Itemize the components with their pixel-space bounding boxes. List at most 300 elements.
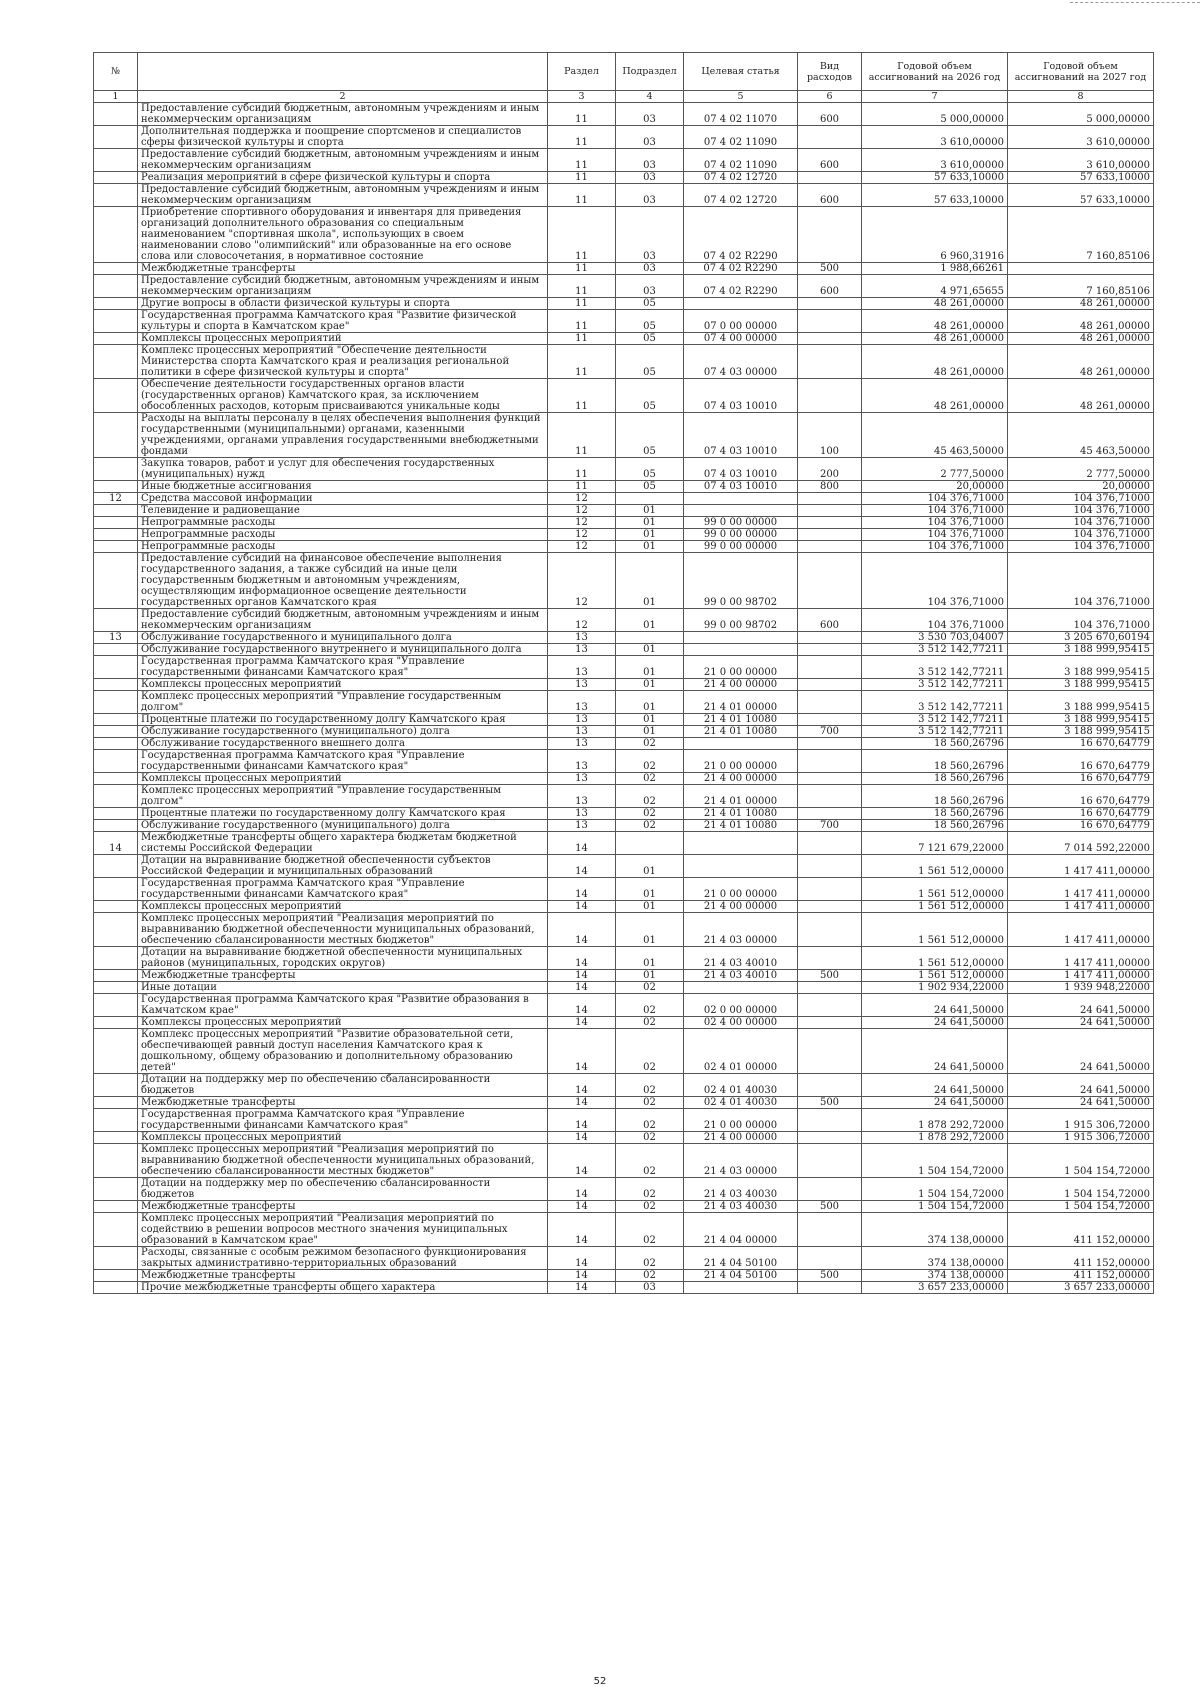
row-value-2027: 24 641,50000 [1008,994,1154,1017]
row-razdel: 11 [548,275,616,298]
row-number [94,345,138,379]
row-vid: 500 [798,1097,862,1109]
row-podrazdel: 01 [616,517,684,529]
row-value-2027: 24 641,50000 [1008,1074,1154,1097]
row-value-2026: 3 512 142,77211 [862,644,1008,656]
table-row [94,820,1154,832]
row-podrazdel: 03 [616,207,684,263]
row-tselevaya: 07 4 02 R2290 [684,275,798,298]
row-podrazdel: 02 [616,994,684,1017]
row-podrazdel: 01 [616,913,684,947]
row-value-2026: 6 960,31916 [862,207,1008,263]
table-row [94,878,1154,901]
row-podrazdel: 01 [616,656,684,679]
row-value-2027: 45 463,50000 [1008,413,1154,458]
row-value-2026: 104 376,71000 [862,505,1008,517]
row-value-2027: 20,00000 [1008,481,1154,493]
row-razdel: 13 [548,714,616,726]
row-razdel: 14 [548,832,616,855]
row-name: Реализация мероприятий в сфере физической культуры и спорта [138,172,548,184]
row-razdel: 14 [548,1132,616,1144]
row-number [94,103,138,126]
row-value-2026: 374 138,00000 [862,1270,1008,1282]
row-name: Процентные платежи по государственному долгу Камчатского края [138,714,548,726]
row-vid [798,310,862,333]
row-number [94,994,138,1017]
table-row [94,632,1154,644]
row-number [94,310,138,333]
row-value-2027: 3 188 999,95415 [1008,691,1154,714]
row-razdel: 13 [548,656,616,679]
row-vid: 600 [798,149,862,172]
row-value-2027: 1 417 411,00000 [1008,970,1154,982]
row-value-2026: 5 000,00000 [862,103,1008,126]
table-row [94,1213,1154,1247]
row-value-2026: 18 560,26796 [862,808,1008,820]
row-number [94,738,138,750]
table-row [94,970,1154,982]
row-podrazdel: 02 [616,1074,684,1097]
row-value-2027: 104 376,71000 [1008,493,1154,505]
row-tselevaya: 99 0 00 00000 [684,529,798,541]
row-value-2026: 3 512 142,77211 [862,714,1008,726]
row-tselevaya: 21 0 00 00000 [684,656,798,679]
row-vid [798,832,862,855]
row-value-2027: 24 641,50000 [1008,1029,1154,1074]
row-razdel: 12 [548,609,616,632]
row-value-2026: 1 504 154,72000 [862,1144,1008,1178]
row-podrazdel: 01 [616,644,684,656]
row-tselevaya: 21 4 01 10080 [684,726,798,738]
row-podrazdel: 03 [616,149,684,172]
row-vid [798,947,862,970]
row-value-2026: 1 504 154,72000 [862,1178,1008,1201]
row-value-2026: 4 971,65655 [862,275,1008,298]
row-razdel: 13 [548,773,616,785]
row-tselevaya: 21 4 01 00000 [684,785,798,808]
row-name: Закупка товаров, работ и услуг для обеспечения государственных (муниципальных) нужд [138,458,548,481]
row-vid [798,738,862,750]
table-row [94,785,1154,808]
row-tselevaya [684,1282,798,1294]
row-podrazdel: 01 [616,679,684,691]
row-vid [798,529,862,541]
header-index: 8 [1008,91,1154,103]
row-tselevaya: 21 4 01 00000 [684,691,798,714]
row-vid: 500 [798,263,862,275]
row-razdel: 13 [548,691,616,714]
row-podrazdel: 01 [616,505,684,517]
row-vid: 700 [798,820,862,832]
row-tselevaya: 07 4 03 10010 [684,458,798,481]
row-podrazdel: 01 [616,855,684,878]
row-value-2026: 2 777,50000 [862,458,1008,481]
table-row [94,1144,1154,1178]
row-razdel: 14 [548,970,616,982]
row-number [94,785,138,808]
header-index: 1 [94,91,138,103]
row-podrazdel: 01 [616,714,684,726]
row-tselevaya: 02 4 01 40030 [684,1097,798,1109]
row-name: Предоставление субсидий на финансовое обеспечение выполнения государственного задания, а также субсидий на иные цели государственным бюджетным и автономным учреждениям, осуществляющим информационное освещение деятельности государственных органов Камчатского края [138,553,548,609]
row-podrazdel: 03 [616,275,684,298]
row-podrazdel: 01 [616,970,684,982]
row-value-2026: 48 261,00000 [862,298,1008,310]
table-row [94,379,1154,413]
row-number [94,1201,138,1213]
row-value-2027: 7 160,85106 [1008,275,1154,298]
row-podrazdel: 01 [616,901,684,913]
row-razdel: 14 [548,1178,616,1201]
row-tselevaya: 21 4 04 00000 [684,1213,798,1247]
row-podrazdel: 02 [616,1201,684,1213]
header-razdel: Раздел [548,53,616,91]
row-razdel: 14 [548,1213,616,1247]
row-vid [798,1247,862,1270]
row-name: Государственная программа Камчатского края "Управление государственными финансами Камчатского края" [138,656,548,679]
row-value-2027: 1 915 306,72000 [1008,1132,1154,1144]
row-name: Телевидение и радиовещание [138,505,548,517]
row-razdel: 14 [548,1270,616,1282]
row-tselevaya: 99 0 00 00000 [684,541,798,553]
row-name: Комплексы процессных мероприятий [138,901,548,913]
row-podrazdel [616,632,684,644]
row-value-2026: 18 560,26796 [862,785,1008,808]
row-razdel: 11 [548,413,616,458]
row-number [94,149,138,172]
row-name: Предоставление субсидий бюджетным, автономным учреждениям и иным некоммерческим организациям [138,184,548,207]
row-value-2027: 1 417 411,00000 [1008,855,1154,878]
row-name: Средства массовой информации [138,493,548,505]
row-podrazdel: 02 [616,1029,684,1074]
row-vid [798,913,862,947]
row-razdel: 11 [548,263,616,275]
row-vid [798,493,862,505]
row-value-2027: 1 504 154,72000 [1008,1144,1154,1178]
row-number [94,172,138,184]
row-podrazdel: 05 [616,413,684,458]
row-value-2026: 3 512 142,77211 [862,679,1008,691]
row-razdel: 14 [548,982,616,994]
row-tselevaya [684,644,798,656]
row-value-2026: 48 261,00000 [862,379,1008,413]
row-name: Комплекс процессных мероприятий "Реализация мероприятий по выравниванию бюджетной обеспеченности муниципальных образований, обеспечению сбалансированности местных бюджетов" [138,1144,548,1178]
row-value-2026: 24 641,50000 [862,1029,1008,1074]
row-value-2026: 24 641,50000 [862,1017,1008,1029]
row-name: Комплексы процессных мероприятий [138,679,548,691]
row-name: Предоставление субсидий бюджетным, автономным учреждениям и иным некоммерческим организациям [138,149,548,172]
row-value-2027 [1008,263,1154,275]
row-razdel: 13 [548,750,616,773]
row-vid [798,1029,862,1074]
row-value-2027: 3 188 999,95415 [1008,679,1154,691]
row-tselevaya [684,505,798,517]
row-vid: 500 [798,970,862,982]
row-razdel: 14 [548,855,616,878]
row-razdel: 14 [548,947,616,970]
header-2026: Годовой объем ассигнований на 2026 год [862,53,1008,91]
header-index: 2 [138,91,548,103]
row-number [94,1017,138,1029]
row-tselevaya: 21 4 01 10080 [684,820,798,832]
row-podrazdel: 02 [616,808,684,820]
row-tselevaya: 21 4 00 00000 [684,1132,798,1144]
row-value-2026: 1 561 512,00000 [862,901,1008,913]
row-name: Обслуживание государственного внутреннего и муниципального долга [138,644,548,656]
table-row [94,184,1154,207]
row-razdel: 14 [548,1074,616,1097]
row-podrazdel: 02 [616,1247,684,1270]
row-tselevaya: 21 0 00 00000 [684,878,798,901]
row-razdel: 13 [548,644,616,656]
row-value-2026: 1 561 512,00000 [862,947,1008,970]
row-tselevaya [684,298,798,310]
row-razdel: 12 [548,493,616,505]
row-tselevaya: 02 4 01 40030 [684,1074,798,1097]
row-tselevaya: 21 0 00 00000 [684,1109,798,1132]
table-row [94,855,1154,878]
row-tselevaya: 07 4 02 11070 [684,103,798,126]
table-row [94,1247,1154,1270]
row-value-2027: 104 376,71000 [1008,553,1154,609]
row-value-2027: 3 657 233,00000 [1008,1282,1154,1294]
table-row [94,691,1154,714]
row-razdel: 13 [548,726,616,738]
table-row [94,458,1154,481]
table-row [94,1029,1154,1074]
row-podrazdel: 03 [616,184,684,207]
row-razdel: 12 [548,529,616,541]
row-name: Приобретение спортивного оборудования и инвентаря для приведения организаций дополнительного образования со специальным наименованием "спортивная школа", использующих в своем наименовании слово "олимпийский" или образованные на его основе слова или словосочетания, в нормативное состояние [138,207,548,263]
row-number [94,481,138,493]
row-number [94,1132,138,1144]
row-podrazdel: 05 [616,298,684,310]
row-tselevaya: 02 4 01 00000 [684,1029,798,1074]
row-value-2026: 48 261,00000 [862,310,1008,333]
row-vid [798,1109,862,1132]
row-vid: 600 [798,103,862,126]
table-row [94,1282,1154,1294]
row-value-2026: 3 512 142,77211 [862,656,1008,679]
row-name: Предоставление субсидий бюджетным, автономным учреждениям и иным некоммерческим организациям [138,275,548,298]
row-value-2027: 48 261,00000 [1008,379,1154,413]
row-podrazdel: 02 [616,1017,684,1029]
row-value-2026: 24 641,50000 [862,994,1008,1017]
row-name: Предоставление субсидий бюджетным, автономным учреждениям и иным некоммерческим организациям [138,609,548,632]
row-value-2027: 3 205 670,60194 [1008,632,1154,644]
page-number: 52 [593,1676,607,1687]
row-value-2026: 1 561 512,00000 [862,913,1008,947]
row-podrazdel: 01 [616,529,684,541]
row-name: Межбюджетные трансферты общего характера бюджетам бюджетной системы Российской Федерации [138,832,548,855]
row-podrazdel: 03 [616,263,684,275]
row-name: Дотации на поддержку мер по обеспечению сбалансированности бюджетов [138,1178,548,1201]
row-value-2027: 104 376,71000 [1008,517,1154,529]
row-number [94,970,138,982]
row-value-2026: 3 657 233,00000 [862,1282,1008,1294]
row-value-2027: 16 670,64779 [1008,750,1154,773]
row-number [94,1282,138,1294]
table-row [94,493,1154,505]
row-value-2027: 48 261,00000 [1008,345,1154,379]
row-vid [798,994,862,1017]
row-number [94,126,138,149]
row-tselevaya: 21 4 04 50100 [684,1270,798,1282]
row-name: Межбюджетные трансферты [138,1201,548,1213]
row-podrazdel: 02 [616,785,684,808]
row-value-2027: 1 417 411,00000 [1008,901,1154,913]
row-tselevaya: 99 0 00 00000 [684,517,798,529]
row-tselevaya: 99 0 00 98702 [684,553,798,609]
row-name: Комплекс процессных мероприятий "Реализация мероприятий по выравниванию бюджетной обеспеченности муниципальных образований, обеспечению сбалансированности местных бюджетов" [138,913,548,947]
row-razdel: 13 [548,679,616,691]
row-value-2027: 16 670,64779 [1008,773,1154,785]
table-row [94,913,1154,947]
row-number [94,333,138,345]
row-value-2027: 48 261,00000 [1008,310,1154,333]
row-number: 14 [94,832,138,855]
row-razdel: 13 [548,820,616,832]
row-vid [798,207,862,263]
row-value-2027: 48 261,00000 [1008,298,1154,310]
row-vid: 500 [798,1201,862,1213]
header-index: 3 [548,91,616,103]
row-vid [798,808,862,820]
row-razdel: 14 [548,1247,616,1270]
row-name: Государственная программа Камчатского края "Управление государственными финансами Камчатского края" [138,878,548,901]
row-razdel: 11 [548,172,616,184]
row-value-2027: 411 152,00000 [1008,1270,1154,1282]
row-podrazdel: 03 [616,1282,684,1294]
row-number [94,1270,138,1282]
row-vid [798,750,862,773]
table-row [94,149,1154,172]
table-row [94,207,1154,263]
row-vid: 600 [798,184,862,207]
row-name: Непрограммные расходы [138,541,548,553]
row-tselevaya: 07 4 03 00000 [684,345,798,379]
row-value-2026: 3 530 703,04007 [862,632,1008,644]
row-vid [798,505,862,517]
row-razdel: 13 [548,808,616,820]
row-value-2026: 1 504 154,72000 [862,1201,1008,1213]
row-name: Дотации на поддержку мер по обеспечению сбалансированности бюджетов [138,1074,548,1097]
row-number [94,553,138,609]
row-value-2027: 7 160,85106 [1008,207,1154,263]
row-value-2026: 104 376,71000 [862,517,1008,529]
row-vid [798,644,862,656]
row-vid [798,126,862,149]
row-value-2026: 1 878 292,72000 [862,1109,1008,1132]
row-number [94,1213,138,1247]
row-name: Межбюджетные трансферты [138,263,548,275]
row-name: Межбюджетные трансферты [138,1097,548,1109]
row-vid [798,714,862,726]
row-name: Процентные платежи по государственному долгу Камчатского края [138,808,548,820]
row-tselevaya [684,493,798,505]
table-row [94,345,1154,379]
row-vid [798,541,862,553]
row-tselevaya: 07 4 03 10010 [684,481,798,493]
row-value-2026: 374 138,00000 [862,1213,1008,1247]
row-podrazdel: 01 [616,541,684,553]
row-razdel: 12 [548,517,616,529]
row-podrazdel: 02 [616,1213,684,1247]
row-number [94,541,138,553]
table-row [94,1074,1154,1097]
header-podrazdel: Подраздел [616,53,684,91]
table-row [94,714,1154,726]
table-row [94,126,1154,149]
row-value-2026: 18 560,26796 [862,820,1008,832]
row-vid [798,679,862,691]
row-tselevaya: 21 4 01 10080 [684,808,798,820]
row-vid [798,855,862,878]
row-razdel: 12 [548,553,616,609]
row-name: Другие вопросы в области физической культуры и спорта [138,298,548,310]
row-vid [798,1017,862,1029]
row-razdel: 14 [548,1282,616,1294]
row-number: 13 [94,632,138,644]
row-razdel: 11 [548,333,616,345]
row-number [94,947,138,970]
row-razdel: 14 [548,913,616,947]
row-value-2027: 24 641,50000 [1008,1097,1154,1109]
row-podrazdel: 01 [616,947,684,970]
row-number [94,184,138,207]
row-podrazdel: 02 [616,1178,684,1201]
row-razdel: 11 [548,103,616,126]
table-row [94,1109,1154,1132]
row-vid [798,1213,862,1247]
row-name: Государственная программа Камчатского края "Управление государственными финансами Камчатского края" [138,1109,548,1132]
row-value-2026: 48 261,00000 [862,345,1008,379]
row-number [94,609,138,632]
row-podrazdel [616,493,684,505]
row-value-2026: 1 561 512,00000 [862,855,1008,878]
row-number [94,808,138,820]
row-vid [798,773,862,785]
row-tselevaya: 07 4 03 10010 [684,413,798,458]
row-podrazdel: 01 [616,553,684,609]
row-razdel: 11 [548,379,616,413]
row-value-2027: 104 376,71000 [1008,529,1154,541]
table-row [94,275,1154,298]
row-podrazdel: 05 [616,310,684,333]
row-name: Иные дотации [138,982,548,994]
row-value-2026: 20,00000 [862,481,1008,493]
row-razdel: 11 [548,184,616,207]
row-tselevaya: 07 4 02 11090 [684,126,798,149]
row-value-2026: 24 641,50000 [862,1097,1008,1109]
table-row [94,1132,1154,1144]
row-value-2027: 1 417 411,00000 [1008,947,1154,970]
row-tselevaya: 07 4 03 10010 [684,379,798,413]
table-row [94,310,1154,333]
row-value-2027: 3 610,00000 [1008,149,1154,172]
row-value-2027: 411 152,00000 [1008,1247,1154,1270]
row-name: Комплексы процессных мероприятий [138,1017,548,1029]
table-row [94,947,1154,970]
row-number [94,1247,138,1270]
row-number [94,820,138,832]
row-name: Предоставление субсидий бюджетным, автономным учреждениям и иным некоммерческим организациям [138,103,548,126]
row-razdel: 11 [548,458,616,481]
row-vid [798,553,862,609]
row-name: Дотации на выравнивание бюджетной обеспеченности субъектов Российской Федерации и муниципальных образований [138,855,548,878]
row-value-2027: 104 376,71000 [1008,541,1154,553]
row-name: Обслуживание государственного и муниципального долга [138,632,548,644]
